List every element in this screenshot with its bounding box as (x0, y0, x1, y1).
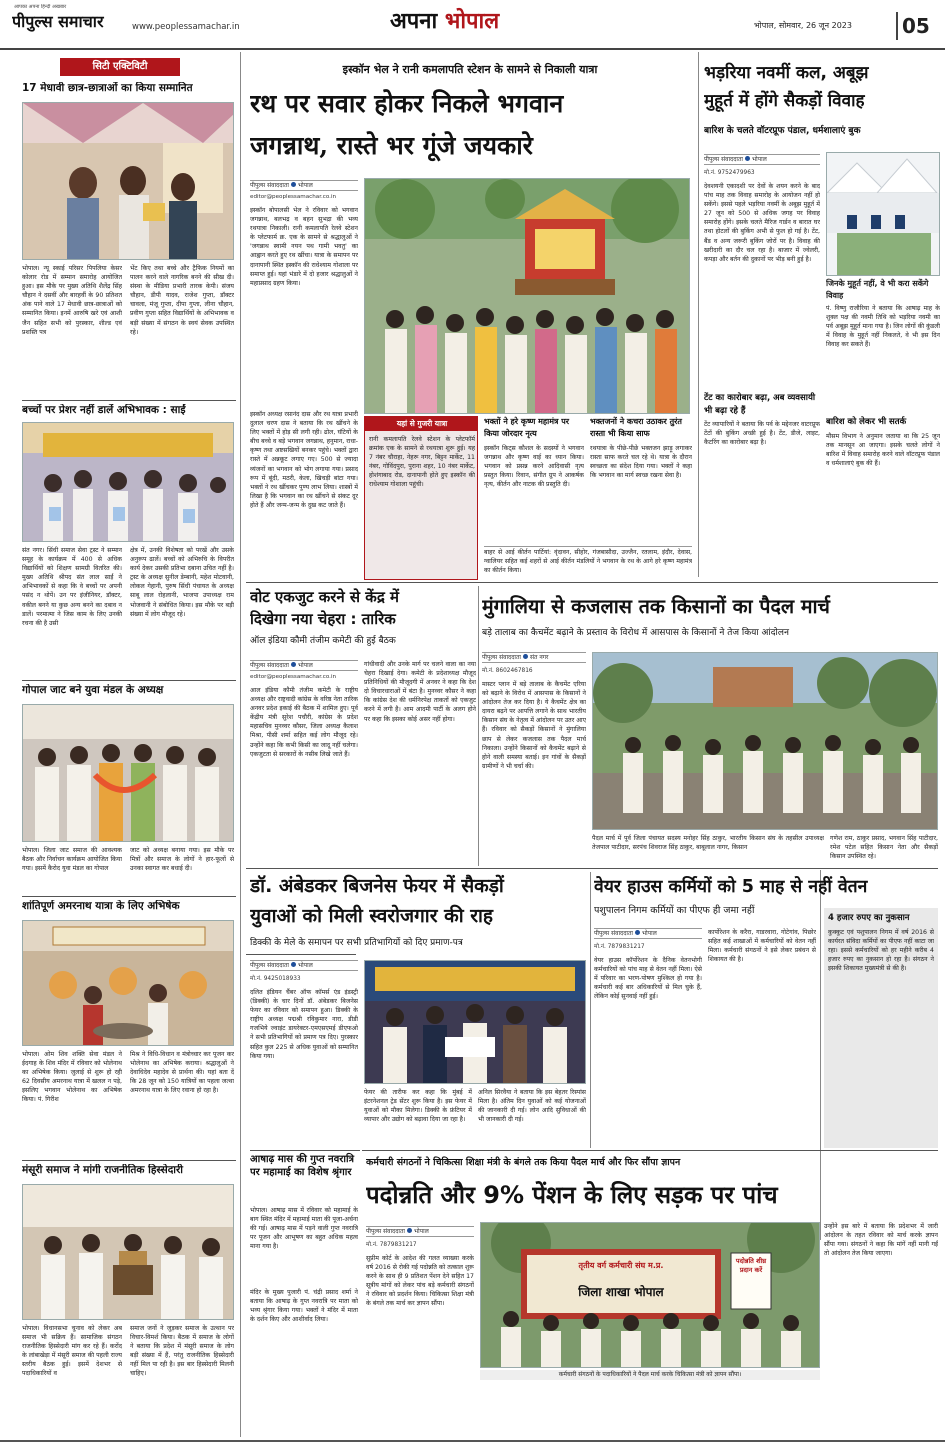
temple-photo-illustration (23, 921, 234, 1046)
vote-headline-2: दिखेगा नया चेहरा : तारिक (250, 610, 396, 628)
section-word-2: भोपाल (444, 8, 500, 34)
wedding-caption-head: जिनके मुहूर्त नहीं, वे भी करा सकेंगे विवाह (826, 279, 929, 300)
rain-box-body: मौसम विभाग ने अनुमान जताया था कि 25 जून तक मानसून आ जाएगा। इसके चलते लोगों ने बारिश में विवाह समारोह करने वाले वॉटरप्रूफ पंडाल व धर्मशालाएं बुक की हैं। (826, 433, 940, 468)
side-story-headline: भक्तों ने हरे कृष्ण महामंत्र पर किया जोरदार नृत्य (484, 417, 570, 438)
farmers-caption: पैदल मार्च में पूर्व जिला पंचायत सदस्य मनोहर सिंह ठाकुर, भारतीय किसान संघ के तहसील उपाध्यक्ष तेजपाल पाटीदार, सरपंच शिवराज सिंह ठाकुर, बाबूलाल नागर, किसान (592, 835, 824, 852)
photo-jat-samaj (22, 704, 234, 842)
ambedkar-subhead: डिक्की के मेले के समापन पर सभी प्रतिभागियों को दिए प्रमाण-पत्र (250, 938, 463, 948)
website: www.peoplessamachar.in (132, 22, 240, 32)
warehouse-body: कार्पोरेशन के करैरा, गाडरवारा, गोटेगांव, पिछोर सहित कई शाखाओं में कर्मचारियों को वेतन नहीं मिला। कर्मचारी संगठनों ने इसे लेकर प्रबंधन से शिकायत की है। (708, 929, 816, 964)
pension-photo-caption: कर्मचारी संगठनों के पदाधिकारियों ने पैदल मार्च करके चिकित्सा मंत्री को ज्ञापन सौंपा। (480, 1370, 820, 1380)
warehouse-box (824, 908, 938, 1148)
ambedkar-body: दलित इंडियन चैंबर ऑफ कॉमर्स एंड इंडस्ट्री (डिक्की) के चार दिनों डॉ. अंबेडकर बिजनेस फेयर का रविवार को समापन हुआ। डिक्की के राष्ट्रीय अध्यक्ष पद्मश्री रविकुमार नारा, डीडी गजभिये ज्वाइंट डायरेक्टर-एमएसएमई डीएफओ ने सभी प्रतिभागियों को प्रमाण पत्र दिए। पुरस्कार सहित कुल 225 से अधिक युवाओं को सम्मानित किया गया। (250, 989, 358, 1060)
bullet-icon (523, 654, 528, 659)
byline-text: पीपुल्स संवाददाता (594, 930, 633, 937)
side-story-cleanup (590, 416, 692, 542)
section-title (390, 6, 560, 40)
ambedkar-mobile: मो.नं. 9425018933 (250, 976, 301, 982)
story-headline: 17 मेधावी छात्र-छात्राओं का किया सम्मानित (22, 82, 193, 94)
farmers-mobile: मो.नं. 8602467816 (482, 668, 533, 674)
story-divider (246, 582, 938, 583)
lead-headline-line-2: जगन्नाथ, रास्ते भर गूंजे जयकारे (250, 131, 533, 160)
section-word-1: अपना (390, 8, 438, 34)
warehouse-byline (594, 928, 702, 939)
warehouse-box-head: 4 हजार रुपए का नुकसान (828, 913, 910, 923)
farmers-headline: मुंगालिया से कजलास तक किसानों का पैदल मार्च (482, 595, 830, 618)
bhadariya-byline (704, 154, 820, 165)
story-body: भेंट किए तथा बच्चे और ट्रैफिक नियमों का पालन करने वाले नागरिक बनने की सीख दी। संस्था के मीडिया प्रभारी तारक केपी। संजय चौहान, डीपी यादव, राजेश गुप्ता, डॉक्टर चावला, मंजू गुप्ता, दीपा गुप्ता, लीना चौहान, प्रवीण गुप्ता सहित विद्यार्थियों के अभिभावक व बड़ी संख्या में संगठन के स्वयं सेवक उपस्थित रहे। (130, 265, 234, 336)
bullet-icon (291, 662, 296, 667)
tent-box-head: टेंट का कारोबार बढ़ा, अब व्यवसायी भी बढ़ा रहे हैं (704, 393, 816, 416)
byline-text: पीपुल्स संवाददाता (704, 156, 743, 163)
ashadh-body: भोपाल। आषाढ़ मास में रविवार को महामाई के बाग स्थित मंदिर में महामाई माता की पूजा-अर्चना की गई। आषाढ़ मास में पड़ने वाली गुप्त नवरात्रि पर पूजन और आभूषण का बहुत अधिक महत्व माना गया है। (250, 1207, 358, 1251)
byline-text: पीपुल्स संवाददाता (250, 962, 289, 969)
section-tag: सिटी एक्टिविटी (60, 58, 180, 76)
page-number: 05 (896, 12, 932, 40)
warehouse-mobile: मो.नं. 7879831217 (594, 944, 645, 950)
pension-mobile: मो.नं. 7879831217 (366, 1242, 417, 1248)
story-divider (22, 400, 236, 401)
ashadh-body: मंदिर के मुख्य पुजारी पं. चंद्री प्रसाद शर्मा ने बताया कि आषाढ़ के गुप्त नवरात्रि पर माता को भव्य श्रृंगार किया गया। भक्तों ने मंदिर में माता के दर्शन किए और आशीर्वाद लिया। (250, 1289, 358, 1324)
farmers-subhead: बड़े तालाब का कैचमेंट बढ़ाने के प्रस्ताव के विरोध में आसपास के किसानों ने तेज किया आंदोलन (482, 628, 789, 638)
story-body: क्षेत्र में, उनकी विशेषता को परखें और उसके अनुरूप ढालें। बच्चों को अभिरुचि के विपरीत कार्य देकर उसकी प्रतिभा दबाना उचित नहीं है। ट्रस्ट के अध्यक्ष सुनील डेम्बानी, महेश मोटवानी, लोकल गेहानी, पुरुष सिंधी पंचायत के अध्यक्ष साबू लाल रोहलानी, भाजपा उपाध्यक्ष राम भोजवानी ने संबोधित किया। इस मौके पर बड़ी संख्या में लोग मौजूद रहे। (130, 547, 234, 618)
meeting-photo-illustration (23, 1185, 234, 1320)
bullet-icon (635, 930, 640, 935)
photo-wedding-pandal (826, 152, 940, 276)
lead-headline-line-1: रथ पर सवार होकर निकले भगवान (250, 89, 564, 118)
story-divider (22, 1160, 236, 1161)
byline-place: भोपाल (641, 930, 657, 937)
wedding-caption-body: पं. विष्णु राजौरिया ने बताया कि आषाढ़ माह के शुक्ल पक्ष की नवमी तिथि को भड़रिया नवमी का पर्व अबूझ मुहूर्त माना गया है। जिन लोगों की कुंडली में विवाह के मुहूर्त नहीं निकलते, वे भी इस दिन विवाह कर सकते हैं। (826, 305, 940, 349)
brand-logo: पीपुल्स समाचार (12, 12, 104, 31)
lead-kicker: इस्कॉन भेल ने रानी कमलापति स्टेशन के सामने से निकाली यात्रा (342, 63, 598, 76)
story-body: जाट को अध्यक्ष बनाया गया। इस मौके पर मित्रों और समाज के लोगों ने हार-फूलों से उनका स्वागत कर बधाई दी। (130, 847, 234, 873)
story-headline: शांतिपूर्ण अमरनाथ यात्रा के लिए अभिषेक (22, 900, 180, 912)
byline-place: भोपाल (751, 156, 767, 163)
byline-place: भोपाल (413, 1228, 429, 1235)
vote-subhead: ऑल इंडिया कौमी तंजीम कमेटी की हुई बैठक (250, 636, 396, 646)
tent-box-body: टेंट व्यापारियों ने बताया कि पर्व के मद्देनजर वाटरप्रूफ टेंटों की बुकिंग अच्छी हुई है। टेंट, डीजे, लाइट, कैटरिंग का कारोबार बढ़ा है। (704, 421, 820, 447)
vote-email: editor@peoplessamachar.co.in (250, 674, 337, 680)
warehouse-body: वेयर हाउस कॉर्पोरेशन के दैनिक वेतनभोगी कर्मचारियों को पांच माह से वेतन नहीं मिला। ऐसे में परिवार का भरण-पोषण मुश्किल हो गया है। कर्मचारी कई बार अधिकारियों से मिल चुके हैं, लेकिन कोई सुनवाई नहीं हुई। (594, 957, 702, 1001)
bhadariya-headline-2: मुहूर्त में होंगे सैकड़ों विवाह (704, 91, 865, 111)
farmers-body: मास्टर प्लान में बड़े तालाब के कैचमेंट एरिया को बढ़ाने के विरोध में आसपास के किसानों ने आंदोलन तेज कर दिया है। ये कैचमेंट क्षेत्र का दायरा बढ़ने पर आपत्ति लगाने के साथ भारतीय किसान संघ के नेतृत्व में आंदोलन पर उतर आए हैं। रविवार को सैकड़ों किसानों ने मुंगालिया छाप से लेकर कजलास तक पैदल मार्च निकाला। उन्होंने किसानों को कैचमेंट बढ़ाने से होने वाली समस्या बताई। इन गांवों के सैकड़ों ग्रामीणों ने भी चर्चा की। (482, 681, 586, 770)
side-story-body: रथयात्रा के पीछे-पीछे भक्तजन झाड़ू लगाकर रास्ता साफ करते चल रहे थे। यात्रा के दौरान स्वच्छता का संदेश दिया गया। भक्तों ने कहा कि भगवान का मार्ग स्वच्छ रखना सेवा है। (590, 445, 692, 480)
ashadh-headline: आषाढ़ मास की गुप्त नवरात्रि पर महामाई का विशेष श्रृंगार (250, 1150, 360, 1204)
bullet-icon (291, 962, 296, 967)
farmers-byline (482, 652, 586, 663)
photo-rath-yatra (364, 178, 690, 414)
byline-place: भोपाल (297, 182, 313, 189)
photo-business-fair (364, 960, 586, 1084)
column-divider (240, 52, 241, 1437)
dateline: भोपाल, सोमवार, 26 जून 2023 (754, 21, 852, 30)
masthead (0, 0, 945, 50)
award-photo-illustration (23, 103, 234, 260)
bhadariya-headline-1: भड़रिया नवमीं कल, अबूझ (704, 63, 869, 83)
story-headline: बच्चों पर प्रेशर नहीं डालें अभिभावक : साईं (22, 404, 186, 416)
photo-students-event (22, 422, 234, 542)
ambedkar-body: फेयर की तारीफ कर कहा कि मुंबई में इंटरनेशनल ट्रेड सेंटर शुरू किया है। इस फेयर में युवाओं को मौका मिलेगा। डिक्की के फ्रंटियर में व्यापार और उद्योग को बढ़ावा दिया जा रहा है। (364, 1089, 472, 1124)
farmers-caption: गणेश राम, ठाकुर प्रसाद, भगवान सिंह पाटीदार, रमेश पटेल सहित किसान नेता और सैकड़ों किसान उपस्थित रहे। (830, 835, 938, 861)
lead-body: इस्कॉन अध्यक्ष रसानंद दास और रथ यात्रा प्रभारी दुलाल चरण दास ने बताया कि रथ खींचने के लिए भक्तों में होड़ सी लगी रही। ढोल, घंटियों के बीच बच्चे व बड़े भगवान जगन्नाथ, हनुमान, राधा-कृष्ण तथा अष्टसखियों बनकर पहुंचे। भक्तों द्वारा रास्ते में अन्नकूट लगाए गए। 500 से ज्यादा व्यंजनों का भगवान को भोग लगाया गया। प्रसाद रूप में बूंदी, मठरी, केला, खिचड़ी बांटा गया। भक्तों ने रथ खींचकर पुण्य लाभ लिया। शास्त्रों में लिखा है कि भगवान का रथ खींचने से संकट दूर होते हैं और जन्म-जन्म के दुख कट जाते हैं। (250, 411, 358, 509)
byline-place: भोपाल (297, 962, 313, 969)
lead-byline (250, 180, 358, 191)
byline-text: पीपुल्स संवाददाता (250, 662, 289, 669)
vote-body: गांधीवादी और उनके मार्ग पर चलने वाला का नया चेहरा दिखाई देगा। कमेटी के प्रदेशाध्यक्ष मौजूद प्रतिनिधियों की मौजूदगी में अनवर ने कहा कि देश दो विचारधाराओं में बंटा है। मुनव्वर कौसर ने कहा कि कांग्रेस देश की धर्मनिरपेक्ष ताकतों को एकजुट करने में लगी है। आम आदमी पार्टी के अलग होने पर कहा कि इसका कोई असर नहीं होगा। (364, 661, 476, 723)
pension-body: सुप्रीम कोर्ट के आदेश की गलत व्याख्या करके वर्ष 2016 से रोकी गई पदोन्नति को तत्काल शुरू करने के साथ ही 9 प्रतिशत पेंशन देने सहित 17 सूत्रीय मांगों को लेकर पांच बड़े कर्मचारी संगठनों ने रविवार को प्रदर्शन किया। चिकित्सा शिक्षा मंत्री के बंगले तक मार्च कर ज्ञापन सौंपा। (366, 1255, 474, 1308)
warehouse-headline: वेयर हाउस कर्मियों को 5 माह से नहीं वेतन (594, 877, 868, 897)
side-story-headline: भक्तजनों ने कचरा उठाकर तुरंत रास्ता भी किया साफ (590, 417, 682, 438)
rath-yatra-photo-illustration (365, 179, 690, 414)
story-body: भोपाल। ओम शिव शक्ति सेवा मंडल ने ईदगाह के शिव मंदिर में रविवार को भोलेनाथ का अभिषेक किया। जुलाई से शुरू हो रही 62 दिवसीय अमरनाथ यात्रा में खलल न पड़े, इसलिए भगवान भोलेनाथ का अभिषेक किया। पं. गिरीश (22, 1051, 122, 1104)
photo-award-ceremony (22, 102, 234, 260)
column-divider (820, 870, 821, 1240)
route-box-label: यहां से गुजरी यात्रा (365, 417, 478, 431)
story-body: समाज जनों ने जुड़कर समाज के उत्थान पर विचार-विमर्श किया। बैठक में समाज के लोगों ने बताया कि प्रदेश में मंसूरी समाज के लोग बड़ी संख्या में हैं, परंतु राजनीतिक हिस्सेदारी नहीं मिल पा रही है। इस बार हिस्सेदारी मिलनी चाहिए। (130, 1325, 234, 1378)
pension-right-body: उन्होंने इस बारे में बताया कि प्रदेशभर में जारी आंदोलन के तहत रविवार को मार्च करके ज्ञापन सौंपा गया। संगठनों ने कहा कि मांगें नहीं मानी गईं तो आंदोलन तेज किया जाएगा। (824, 1223, 938, 1258)
ambedkar-headline-1: डॉ. अंबेडकर बिजनेस फेयर में सैकड़ों (250, 875, 504, 897)
lead-body: इस्कॉन बोपालसी भेल ने रविवार को भगवान जगन्नाथ, बलभद्र व बहन सुभद्रा की भव्य रथयात्रा निकाली। रानी कमलापति रेलवे स्टेशन के प्लेटफार्म क्र. एक के सामने से श्रद्धालुओं ने 'जगन्नाथ स्वामी नयन पथ गामी भवतु' का आह्वान करते हुए रथ खींचा। यात्रा के समापन पर दानापानी स्थित इस्कॉन की राधेश्याम गोशाला पर समाप्त हुई। यहां भंडारे में दो हजार श्रद्धालुओं ने महाप्रसाद ग्रहण किया। (250, 207, 358, 287)
group-photo-illustration (23, 705, 234, 842)
ambedkar-byline (250, 960, 358, 971)
story-divider (362, 1150, 938, 1151)
column-divider (590, 872, 591, 1148)
story-body: मिश्र ने विधि-विधान व मंत्रोच्चार कर पूजन कर भोलेनाथ का अभिषेक कराया। श्रद्धालुओं ने देवाधिदेव महादेव से प्रार्थना की। यहां बता दें कि 28 जून को 150 यात्रियों का पहला जत्था अमरनाथ यात्रा के लिए रवाना हो रहा है। (130, 1051, 234, 1095)
pension-headline: पदोन्नति और 9% पेंशन के लिए सड़क पर पांच (366, 1181, 778, 1209)
bhadariya-mobile: मो.नं. 9752479963 (704, 170, 755, 176)
vote-byline (250, 660, 358, 671)
vote-headline-1: वोट एकजुट करने से केंद्र में (250, 588, 399, 606)
vote-body: आल इंडिया कौमी तंजीम कमेटी के राष्ट्रीय अध्यक्ष और राष्ट्रवादी कांग्रेस के वरिष्ठ नेता तारिक अनवर प्रदेश इकाई की बैठक में शामिल हुए। पूर्व केंद्रीय मंत्री सुरेश पचौरी, कांग्रेस के प्रदेश महासचिव मुनव्वर कौसर, जिला अध्यक्ष कैलाश मिश्रा, पीसी शर्मा सहित कई लोग मौजूद रहे। उन्होंने कहा कि कभी किसी का जादू नहीं चलेगा। एकजुटता से सरकारों के नसीब लिखे जाते हैं। (250, 687, 358, 758)
side-story-body: इस्कॉन किट्स कौशल के सदस्यों ने भगवान जगन्नाथ और कृष्ण वाई का ध्यान किया। भगवान को प्रसन्न करने आदिवासी नृत्य प्रस्तुत किया। रिवान, संगीत ग्रुप ने आकर्षक नृत्य, कीर्तन और नाटक की प्रस्तुति दी। (484, 445, 584, 489)
byline-place: भोपाल (297, 662, 313, 669)
route-box-text: रानी कमलापति रेलवे स्टेशन के प्लेटफॉर्म क्रमांक एक के सामने से रथयात्रा शुरू हुई। यह 7 नंबर चौराहा, नेहरू नगर, बिट्टन मार्केट, 11 नंबर, गोविंदपुरा, पुराना शहर, 10 नंबर मार्केट, होशंगाबाद रोड, दानापानी होते हुए इस्कॉन की राधेश्याम गोशाला पहुंची। (369, 436, 475, 489)
story-divider (22, 680, 236, 681)
bullet-icon (407, 1228, 412, 1233)
bullet-icon (291, 182, 296, 187)
lead-email: editor@peoplessamachar.co.in (250, 194, 337, 200)
byline-place: संत नगर (529, 654, 549, 661)
bhadariya-subhead: बारिश के चलते वॉटरप्रूफ पंडाल, धर्मशालाएं बुक (704, 126, 861, 136)
story-headline: मंसूरी समाज ने मांगी राजनीतिक हिस्सेदारी (22, 1164, 184, 1176)
story-body: संत नगर। सिंधी समाज सेवा ट्रस्ट ने सम्मान समूह के कार्यक्रम में 400 से अधिक विद्यार्थियों को शिक्षण सामग्री वितरित की। मुख्य अतिथि श्रीपद संत लाल साईं ने अभिभावकों से कहा कि वे बच्चों पर अपनी पसंद न थोपें। उन पर इंजीनियर, डॉक्टर, वकील बनने या कुछ अन्य बनने का दबाव न डालें। परमात्मा ने जिस काम के लिए उनकी रचना की है उसी (22, 547, 122, 627)
story-divider (22, 896, 236, 897)
byline-text: पीपुल्स संवाददाता (366, 1228, 405, 1235)
pension-kicker: कर्मचारी संगठनों ने चिकित्सा शिक्षा मंत्री के बंगले तक किया पैदल मार्च और फिर सौंपा ज्ञापन (366, 1157, 681, 1168)
students-photo-illustration (23, 423, 234, 542)
brand-tag: आपका अपना हिन्दी अखबार (14, 4, 67, 10)
story-divider (246, 868, 938, 869)
warehouse-subhead: पशुपालन निगम कर्मियों का पीएफ ही जमा नहीं (594, 905, 755, 916)
photo-farmers-march (592, 652, 938, 830)
story-body: भोपाल। विधानसभा चुनाव को लेकर अब समाज भी सक्रिय हैं। सामाजिक संगठन राजनीतिक हिस्सेदारी मांग कर रहे हैं। करोंद के लांबाखेड़ा में मंसूरी समाज की पहली राज्य स्तरीय बैठक हुई। इसमें देशभर से पदाधिकारियों व (22, 1325, 122, 1378)
byline-text: पीपुल्स संवाददाता (250, 182, 289, 189)
story-headline: गोपाल जाट बने युवा मंडल के अध्यक्ष (22, 684, 164, 696)
march-photo-illustration (593, 653, 938, 830)
photo-mansuri-samaj (22, 1184, 234, 1320)
warehouse-box-body: कुक्कुट एवं पशुपालन निगम में वर्ष 2016 से कार्यरत संविदा कर्मियों का पीएफ नहीं काटा जा रहा। इससे कर्मचारियों को हर महीने करीब 4 हजार रुपए का नुकसान हो रहा है। संगठन ने इसकी शिकायत मुख्यमंत्री से की है। (828, 929, 934, 973)
route-box (364, 416, 478, 580)
pandal-photo-illustration (827, 153, 940, 276)
story-body: भोपाल। न्यू स्काई परिसर पिपलिया केसर कोलार रोड में सम्मान समारोह आयोजित हुआ। इस मौके पर मुख्य अतिथि शैलेंद्र सिंह चौहान ने दसवीं और बारहवीं के 90 प्रतिशत अंक पाने वाले 17 मेधावी छात्र-छात्राओं को सम्मानित किया। इनमें आरुषि खरे एवं आशी जैन सहित सभी को पुरस्कार, शील्ड एवं प्रशस्ति पत्र (22, 265, 122, 336)
bhadariya-body: देवशयनी एकादशी पर देवों के शयन करने के बाद पांच माह तक विवाह समारोह के आयोजन नहीं हो सकेंगे। इससे पहले भड़रिया नवमीं के अबूझ मुहूर्त में 27 जून को 500 से अधिक जगह पर विवाह समारोह होंगे। इसके चलते मैरिज गार्डन व बारात घर तथा होटलों की बुकिंग अभी से फुल हो गई है। टेंट, बैंड व अन्य जरूरी बुकिंग जोरों पर है। विवाह की खरीदारी का दौर चल रहा है। बाजार में ज्वेलरी, कपड़ा और बर्तन की दुकानों पर भीड़ बनी हुई है। (704, 183, 820, 263)
lead-footer-note: बाहर से आई कीर्तन पार्टियां: वृंदावन, सीहोर, गंजबासौदा, उज्जैन, रतलाम, इंदौर, देवास, ग्वालियर सहित कई शहरों से आई कीर्तन मंडलियों ने भगवान के रथ के आगे हरे कृष्ण महामंत्र का कीर्तन किया। (484, 546, 692, 580)
banner-text: तृतीय वर्ग कर्मचारी संघ म.प्र. (578, 1261, 664, 1270)
bullet-icon (745, 156, 750, 161)
story-body: भोपाल। जिला जाट समाज की आवश्यक बैठक और निर्वाचन कार्यक्रम आयोजित किया गया। इसमें कैरोद युवा मंडल का गोपाल (22, 847, 122, 873)
banner-subtext: जिला शाखा भोपाल (578, 1285, 664, 1299)
pension-byline (366, 1226, 474, 1237)
byline-text: पीपुल्स संवाददाता (482, 654, 521, 661)
photo-pension-march (480, 1222, 820, 1368)
ambedkar-body: अनिल सिरवैया ने बताया कि इस बेहतर रिस्पांस मिला है। अंतिम दिन युवाओं को कई योजनाओं की जानकारी दी गई। लोन आदि सुविधाओं की भी जानकारी दी गई। (478, 1089, 586, 1124)
story-divider (246, 954, 356, 955)
photo-abhishek (22, 920, 234, 1046)
column-divider (478, 586, 479, 866)
side-story-dance (484, 416, 584, 542)
ambedkar-headline-2: युवाओं को मिली स्वरोजगार की राह (250, 905, 494, 927)
rain-box-head: बारिश को लेकर भी सतर्क (826, 417, 907, 427)
page-bottom-rule (0, 1440, 945, 1442)
placard-text: पदोन्नति शीघ्र प्रदान करें (735, 1257, 767, 1274)
fair-photo-illustration (365, 961, 586, 1084)
column-divider (698, 52, 699, 577)
